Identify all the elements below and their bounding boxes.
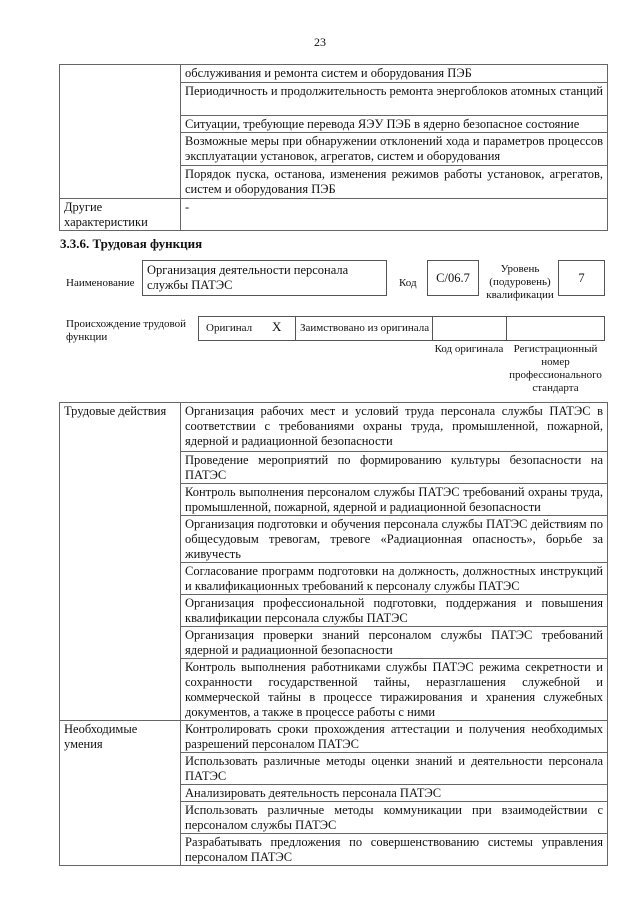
skill-row: Разрабатывать предложения по совершенствованию системы управления персоналом ПАТЭС <box>181 834 608 866</box>
action-row: Согласование программ подготовки на должность, должностных инструкций и квалификационных требований к персоналу службы ПАТЭС <box>181 563 608 595</box>
action-row: Организация профессиональной подготовки, поддержания и повышения квалификации персонала службы ПАТЭС <box>181 595 608 627</box>
actions-label: Трудовые действия <box>60 403 181 721</box>
name-label: Наименование <box>66 277 135 289</box>
skill-row: Анализировать деятельность персонала ПАТЭС <box>181 785 608 802</box>
section-heading: 3.3.6. Трудовая функция <box>60 236 203 251</box>
action-row: Организация проверки знаний персоналом службы ПАТЭС требований ядерной и радиационной безопасности <box>181 627 608 659</box>
reg-number-label: Регистрационный номер профессионального стандарта <box>509 343 602 394</box>
action-row: Контроль выполнения персоналом службы ПАТЭС требований охраны труда, промышленной, пожарной, ядерной и радиационной безопасности <box>181 484 608 516</box>
level-label: Уровень (подуровень) квалификации <box>486 263 554 301</box>
code-value: C/06.7 <box>427 260 479 296</box>
level-value: 7 <box>558 260 605 296</box>
knowledge-row: Возможные меры при обнаружении отклонений хода и параметров процессов эксплуатации установок, агрегатов, систем и оборудования <box>181 133 608 166</box>
action-row: Контроль выполнения работниками службы ПАТЭС режима секретности и сохранности государственной тайны, неразглашения служебной и коммерческой тайны в процессе тиражирования и хранения служебных документов, а также в процессе работы с ними <box>181 659 608 721</box>
origin-label: Происхождение трудовой функции <box>66 318 187 343</box>
skill-row: Использовать различные методы оценки знаний и деятельности персонала ПАТЭС <box>181 753 608 785</box>
original-label: Оригинал <box>206 322 253 334</box>
action-row: Организация рабочих мест и условий труда персонала службы ПАТЭС в соответствии с требованиями охраны труда, промышленной, пожарной, ядерной и радиационной безопасности <box>181 403 608 452</box>
borrowed-label: Заимствовано из оригинала <box>300 322 430 334</box>
knowledge-row: Периодичность и продолжительность ремонта энергоблоков атомных станций <box>181 83 608 116</box>
knowledge-table-continuation <box>59 64 608 231</box>
origin-divider <box>295 316 296 341</box>
origin-divider <box>432 316 433 341</box>
origin-code-label: Код оригинала <box>434 343 504 355</box>
knowledge-label-cell <box>60 65 181 199</box>
origin-divider <box>506 316 507 341</box>
other-characteristics-label: Другие характеристики <box>60 199 181 231</box>
page-number: 23 <box>314 35 326 49</box>
knowledge-row: Порядок пуска, останова, изменения режимов работы установок, агрегатов, систем и оборудования ПЭБ <box>181 166 608 199</box>
skills-label: Необходимые умения <box>60 721 181 866</box>
skill-row: Использовать различные методы коммуникации при взаимодействии с персоналом службы ПАТЭС <box>181 802 608 834</box>
knowledge-row: Ситуации, требующие перевода ЯЭУ ПЭБ в ядерно безопасное состояние <box>181 116 608 133</box>
code-label: Код <box>399 277 417 289</box>
action-row: Проведение мероприятий по формированию культуры безопасности на ПАТЭС <box>181 452 608 484</box>
name-value: Организация деятельности персонала службы ПАТЭС <box>142 260 387 296</box>
original-mark: Х <box>272 319 282 334</box>
knowledge-row: обслуживания и ремонта систем и оборудования ПЭБ <box>181 65 608 83</box>
action-row: Организация подготовки и обучения персонала службы ПАТЭС действиям по общесудовым тревогам, тревоге «Радиационная опасность», борьбе за живучесть <box>181 516 608 563</box>
other-characteristics-value: - <box>181 199 608 231</box>
labor-function-table <box>59 402 608 866</box>
skill-row: Контролировать сроки прохождения аттестации и получения необходимых разрешений персоналом ПАТЭС <box>181 721 608 753</box>
